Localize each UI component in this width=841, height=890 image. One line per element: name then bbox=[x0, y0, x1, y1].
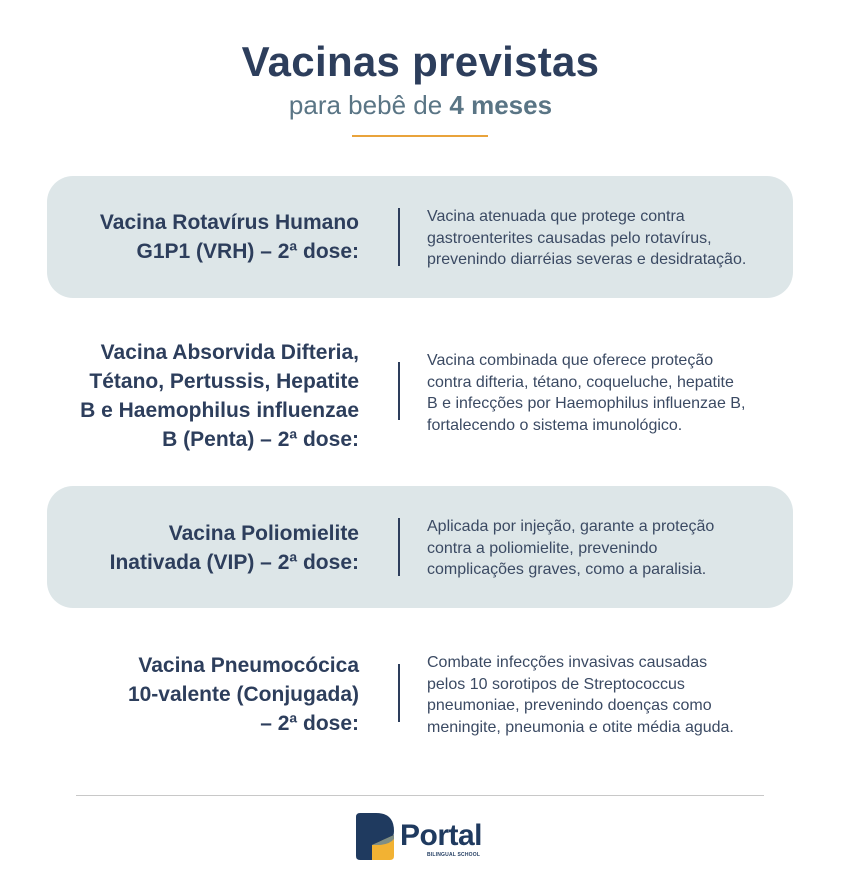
vaccine-description bbox=[427, 516, 782, 581]
vaccine-row-vip bbox=[47, 486, 793, 608]
description-line: prevenindo diarréias severas e desidratação. bbox=[427, 251, 747, 268]
portal-logo-mark-icon bbox=[356, 813, 394, 860]
description-line: fortalecendo o sistema imunológico. bbox=[427, 416, 683, 434]
subtitle-age: 4 meses bbox=[449, 90, 553, 120]
row-divider bbox=[398, 664, 400, 722]
vaccine-name-line: Vacina Absorvida Difteria, bbox=[100, 341, 359, 364]
vaccine-row-penta bbox=[47, 324, 793, 464]
row-divider bbox=[398, 208, 400, 266]
description-line: Aplicada por injeção, garante a proteção bbox=[427, 518, 715, 535]
vaccine-name-line: 10-valente (Conjugada) bbox=[127, 683, 359, 706]
footer-divider bbox=[76, 795, 764, 796]
vaccine-description bbox=[427, 206, 782, 271]
row-divider bbox=[398, 362, 400, 420]
vaccine-name bbox=[47, 208, 359, 266]
subtitle-prefix: para bebê de bbox=[288, 90, 443, 120]
description-line: Vacina atenuada que protege contra bbox=[427, 208, 685, 225]
vaccine-name-line: B e Haemophilus influenzae bbox=[80, 399, 359, 422]
vaccine-name bbox=[47, 651, 359, 738]
vaccine-name bbox=[47, 519, 359, 577]
vaccine-row-rotavirus bbox=[47, 176, 793, 298]
vaccine-name-line: – 2ª dose: bbox=[260, 712, 359, 735]
description-line: contra a poliomielite, prevenindo bbox=[427, 539, 658, 557]
vaccine-name-line: Tétano, Pertussis, Hepatite bbox=[89, 370, 359, 393]
description-line: meningite, pneumonia e otite média aguda. bbox=[427, 718, 734, 736]
vaccine-name-line: G1P1 (VRH) – 2ª dose: bbox=[136, 240, 359, 263]
description-line: Combate infecções invasivas causadas bbox=[427, 654, 708, 671]
description-line: complicações graves, como a paralisia. bbox=[427, 561, 707, 578]
vaccine-name-line: Vacina Poliomielite bbox=[168, 522, 359, 545]
page-subtitle bbox=[0, 90, 841, 121]
row-divider bbox=[398, 518, 400, 576]
vaccine-name-line: Vacina Rotavírus Humano bbox=[99, 211, 359, 234]
description-line: pelos 10 sorotipos de Streptococcus bbox=[427, 675, 685, 693]
description-line: B e infecções por Haemophilus influenzae B, bbox=[427, 395, 746, 412]
vaccine-description bbox=[427, 652, 782, 738]
description-line: contra difteria, tétano, coqueluche, hepatite bbox=[427, 373, 734, 391]
page-title: Vacinas previstas bbox=[241, 38, 600, 85]
description-line: pneumoniae, prevenindo doenças como bbox=[427, 697, 712, 714]
title-underline bbox=[352, 135, 488, 137]
vaccine-description bbox=[427, 350, 782, 436]
vaccine-row-pneumococcal bbox=[47, 640, 793, 750]
vaccine-name-line: Vacina Pneumocócica bbox=[138, 654, 359, 677]
description-line: Vacina combinada que oferece proteção bbox=[427, 352, 714, 369]
vaccine-name-line: Inativada (VIP) – 2ª dose: bbox=[109, 551, 359, 574]
portal-logo-subtext: BILINGUAL SCHOOL bbox=[427, 852, 481, 858]
description-line: gastroenterites causadas pelo rotavírus, bbox=[427, 229, 712, 247]
vaccine-name-line: B (Penta) – 2ª dose: bbox=[162, 428, 359, 451]
vaccine-name bbox=[47, 338, 359, 454]
portal-logo bbox=[356, 813, 496, 863]
portal-logo-word: Portal bbox=[400, 819, 483, 852]
